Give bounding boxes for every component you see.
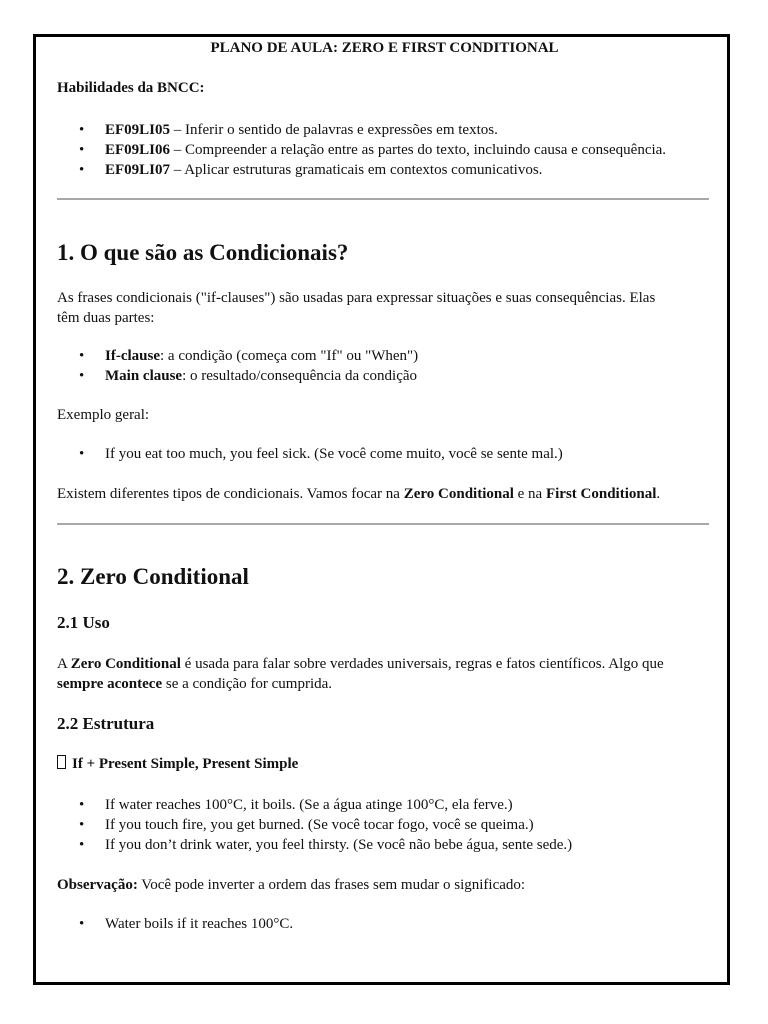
parts-list xyxy=(57,346,717,386)
estrutura-heading: 2.2 Estrutura xyxy=(57,714,155,733)
bullet-icon: • xyxy=(79,122,85,138)
uso-heading: 2.1 Uso xyxy=(57,613,110,632)
list-item: • If water reaches 100°C, it boils. (Se a água atinge 100°C, ela ferve.) xyxy=(79,797,513,813)
bullet-icon: • xyxy=(79,348,85,364)
list-item: • EF09LI06 – Compreender a relação entre as partes do texto, incluindo causa e consequência. xyxy=(79,142,667,158)
section2-heading: 2. Zero Conditional xyxy=(57,564,249,589)
list-item: • If-clause: a condição (começa com "If" ou "When") xyxy=(79,348,419,364)
bullet-icon: • xyxy=(79,837,85,853)
section1-heading: 1. O que são as Condicionais? xyxy=(57,240,349,265)
list-item: • EF09LI05 – Inferir o sentido de palavras e expressões em textos. xyxy=(79,122,498,138)
divider xyxy=(57,198,709,200)
estrutura-formula: If + Present Simple, Present Simple xyxy=(57,755,298,773)
bullet-icon: • xyxy=(79,797,85,813)
list-item: • If you don’t drink water, you feel thirsty. (Se você não bebe água, sente sede.) xyxy=(79,837,573,853)
list-item: • If you eat too much, you feel sick. (Se você come muito, você se sente mal.) xyxy=(79,446,563,462)
exemplo-list xyxy=(57,444,717,464)
list-item: • Main clause: o resultado/consequência da condição xyxy=(79,368,418,384)
exemplo-label: Exemplo geral: xyxy=(57,407,150,423)
list-item: • EF09LI07 – Aplicar estruturas gramaticais em contextos comunicativos. xyxy=(79,162,543,178)
list-item: • Water boils if it reaches 100°C. xyxy=(79,916,294,932)
section1-closing: Existem diferentes tipos de condicionais. Vamos focar na Zero Conditional e na First Conditional. xyxy=(57,486,661,502)
bullet-icon: • xyxy=(79,916,85,932)
page-title: PLANO DE AULA: ZERO E FIRST CONDITIONAL xyxy=(210,40,559,56)
bullet-icon: • xyxy=(79,446,85,462)
habilidades-heading: Habilidades da BNCC: xyxy=(57,80,205,96)
bullet-icon: • xyxy=(79,142,85,158)
bullet-icon: • xyxy=(79,817,85,833)
zero-examples-list xyxy=(57,795,717,855)
obs-example-list xyxy=(57,914,717,934)
observacao: Observação: Você pode inverter a ordem das frases sem mudar o significado: xyxy=(57,877,526,893)
divider xyxy=(57,523,709,525)
missing-glyph-icon xyxy=(57,755,66,769)
uso-paragraph: A Zero Conditional é usada para falar sobre verdades universais, regras e fatos científicos. Algo que sempre acontece se a condição for cumprida. xyxy=(57,656,664,692)
habilidades-list xyxy=(57,120,717,180)
bullet-icon: • xyxy=(79,368,85,384)
bullet-icon: • xyxy=(79,162,85,178)
list-item: • If you touch fire, you get burned. (Se você tocar fogo, você se queima.) xyxy=(79,817,534,833)
section1-intro: As frases condicionais ("if-clauses") são usadas para expressar situações e suas consequências. Elas têm duas partes: xyxy=(57,290,656,326)
